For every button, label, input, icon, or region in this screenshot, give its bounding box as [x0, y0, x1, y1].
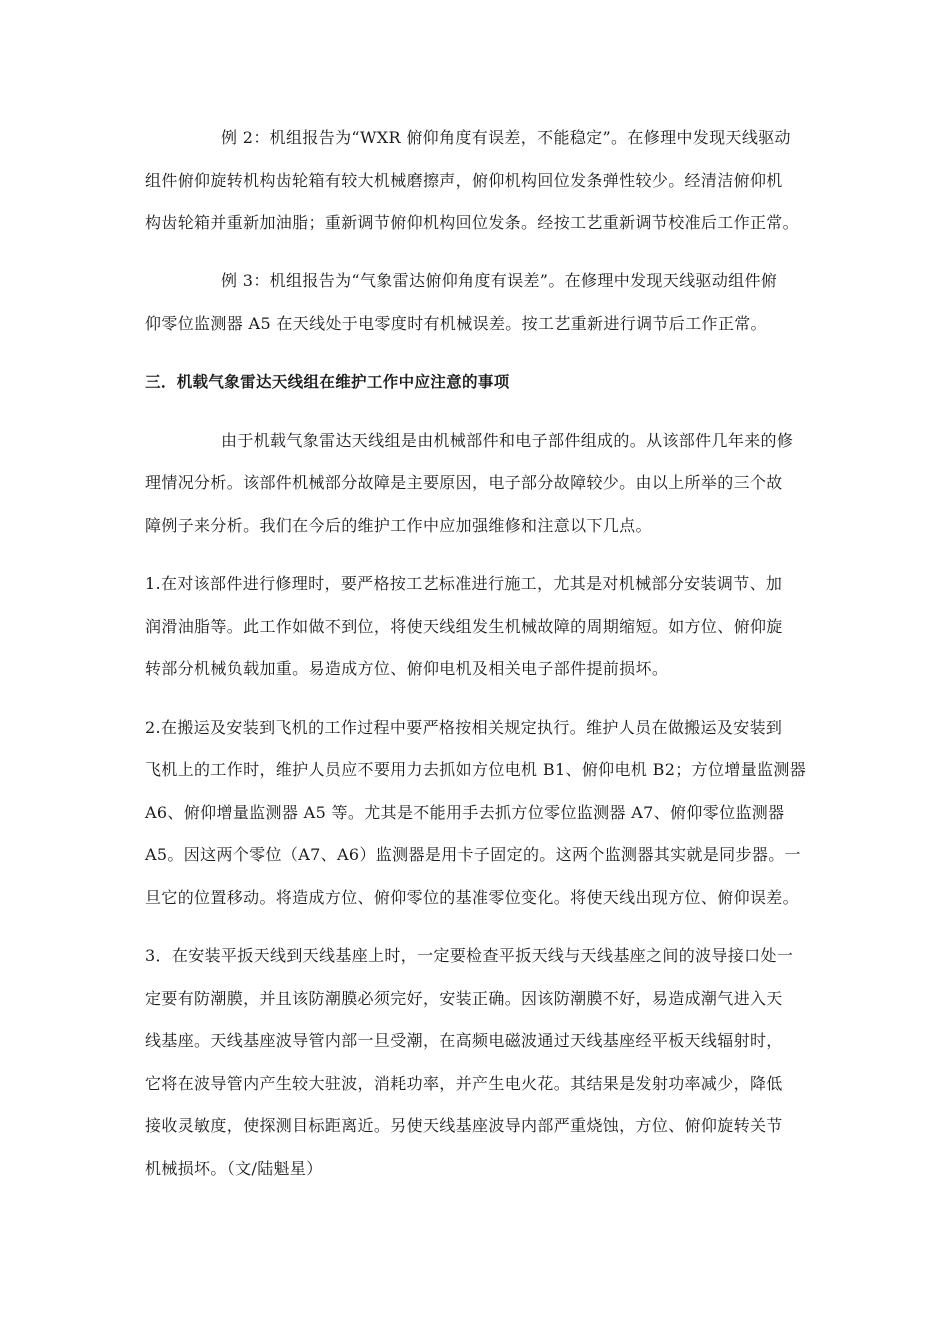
point3-line-6: 机械损坏。（文/陆魁星）: [145, 1159, 323, 1178]
example2-line-1: 例 2：机组报告为“WXR 俯仰角度有误差，不能稳定”。在修理中发现天线驱动: [221, 128, 791, 147]
point1-line-3: 转部分机械负载加重。易造成方位、俯仰电机及相关电子部件提前损坏。: [145, 659, 669, 678]
point1-line-2: 润滑油脂等。此工作如做不到位，将使天线组发生机械故障的周期缩短。如方位、俯仰旋: [145, 617, 783, 636]
example3-line-1: 例 3：机组报告为“气象雷达俯仰角度有误差”。在修理中发现天线驱动组件俯: [221, 271, 778, 290]
point2-line-3: A6、俯仰增量监测器 A5 等。尤其是不能用手去抓方位零位监测器 A7、俯仰零位监测器: [145, 803, 785, 822]
example2-line-2: 组件俯仰旋转机构齿轮箱有较大机械磨擦声，俯仰机构回位发条弹性较少。经清洁俯仰机: [145, 171, 783, 190]
point3-line-4: 它将在波导管内产生较大驻波，消耗功率，并产生电火花。其结果是发射功率减少，降低: [145, 1074, 783, 1093]
point2-line-5: 旦它的位置移动。将造成方位、俯仰零位的基准零位变化。将使天线出现方位、俯仰误差。: [145, 888, 800, 907]
point2-line-2: 飞机上的工作时，维护人员应不要用力去抓如方位电机 B1、俯仰电机 B2；方位增量监测器: [145, 760, 807, 779]
point3-line-1: 3．在安装平扳天线到天线基座上时，一定要检查平扳天线与天线基座之间的波导接口处一: [145, 946, 794, 965]
point2-line-1: 2.在搬运及安装到飞机的工作过程中要严格按相关规定执行。维护人员在做搬运及安装到: [145, 718, 783, 737]
point3-line-3: 线基座。天线基座波导管内部一旦受潮，在高频电磁波通过天线基座经平板天线辐射时，: [145, 1031, 783, 1050]
point3-line-5: 接收灵敏度，使探测目标距离近。另使天线基座波导内部严重烧蚀，方位、俯仰旋转关节: [145, 1116, 783, 1135]
point1-line-1: 1.在对该部件进行修理时，要严格按工艺标准进行施工，尤其是对机械部分安装调节、加: [145, 574, 783, 593]
section-3-heading: 三．机载气象雷达天线组在维护工作中应注意的事项: [145, 373, 510, 391]
example2-line-3: 构齿轮箱并重新加油脂；重新调节俯仰机构回位发条。经按工艺重新调节校准后工作正常。: [145, 213, 800, 232]
point3-line-2: 定要有防潮膜，并且该防潮膜必须完好，安装正确。因该防潮膜不好，易造成潮气进入天: [145, 989, 783, 1008]
point2-line-4: A5。因这两个零位（A7、A6）监测器是用卡子固定的。这两个监测器其实就是同步器。一: [145, 845, 801, 864]
intro-line-2: 理情况分析。该部件机械部分故障是主要原因，电子部分故障较少。由以上所举的三个故: [145, 473, 783, 492]
intro-line-1: 由于机载气象雷达天线组是由机械部件和电子部件组成的。从该部件几年来的修: [221, 431, 794, 450]
intro-line-3: 障例子来分析。我们在今后的维护工作中应加强维修和注意以下几点。: [145, 516, 652, 535]
example3-line-2: 仰零位监测器 A5 在天线处于电零度时有机械误差。按工艺重新进行调节后工作正常。: [145, 314, 767, 333]
